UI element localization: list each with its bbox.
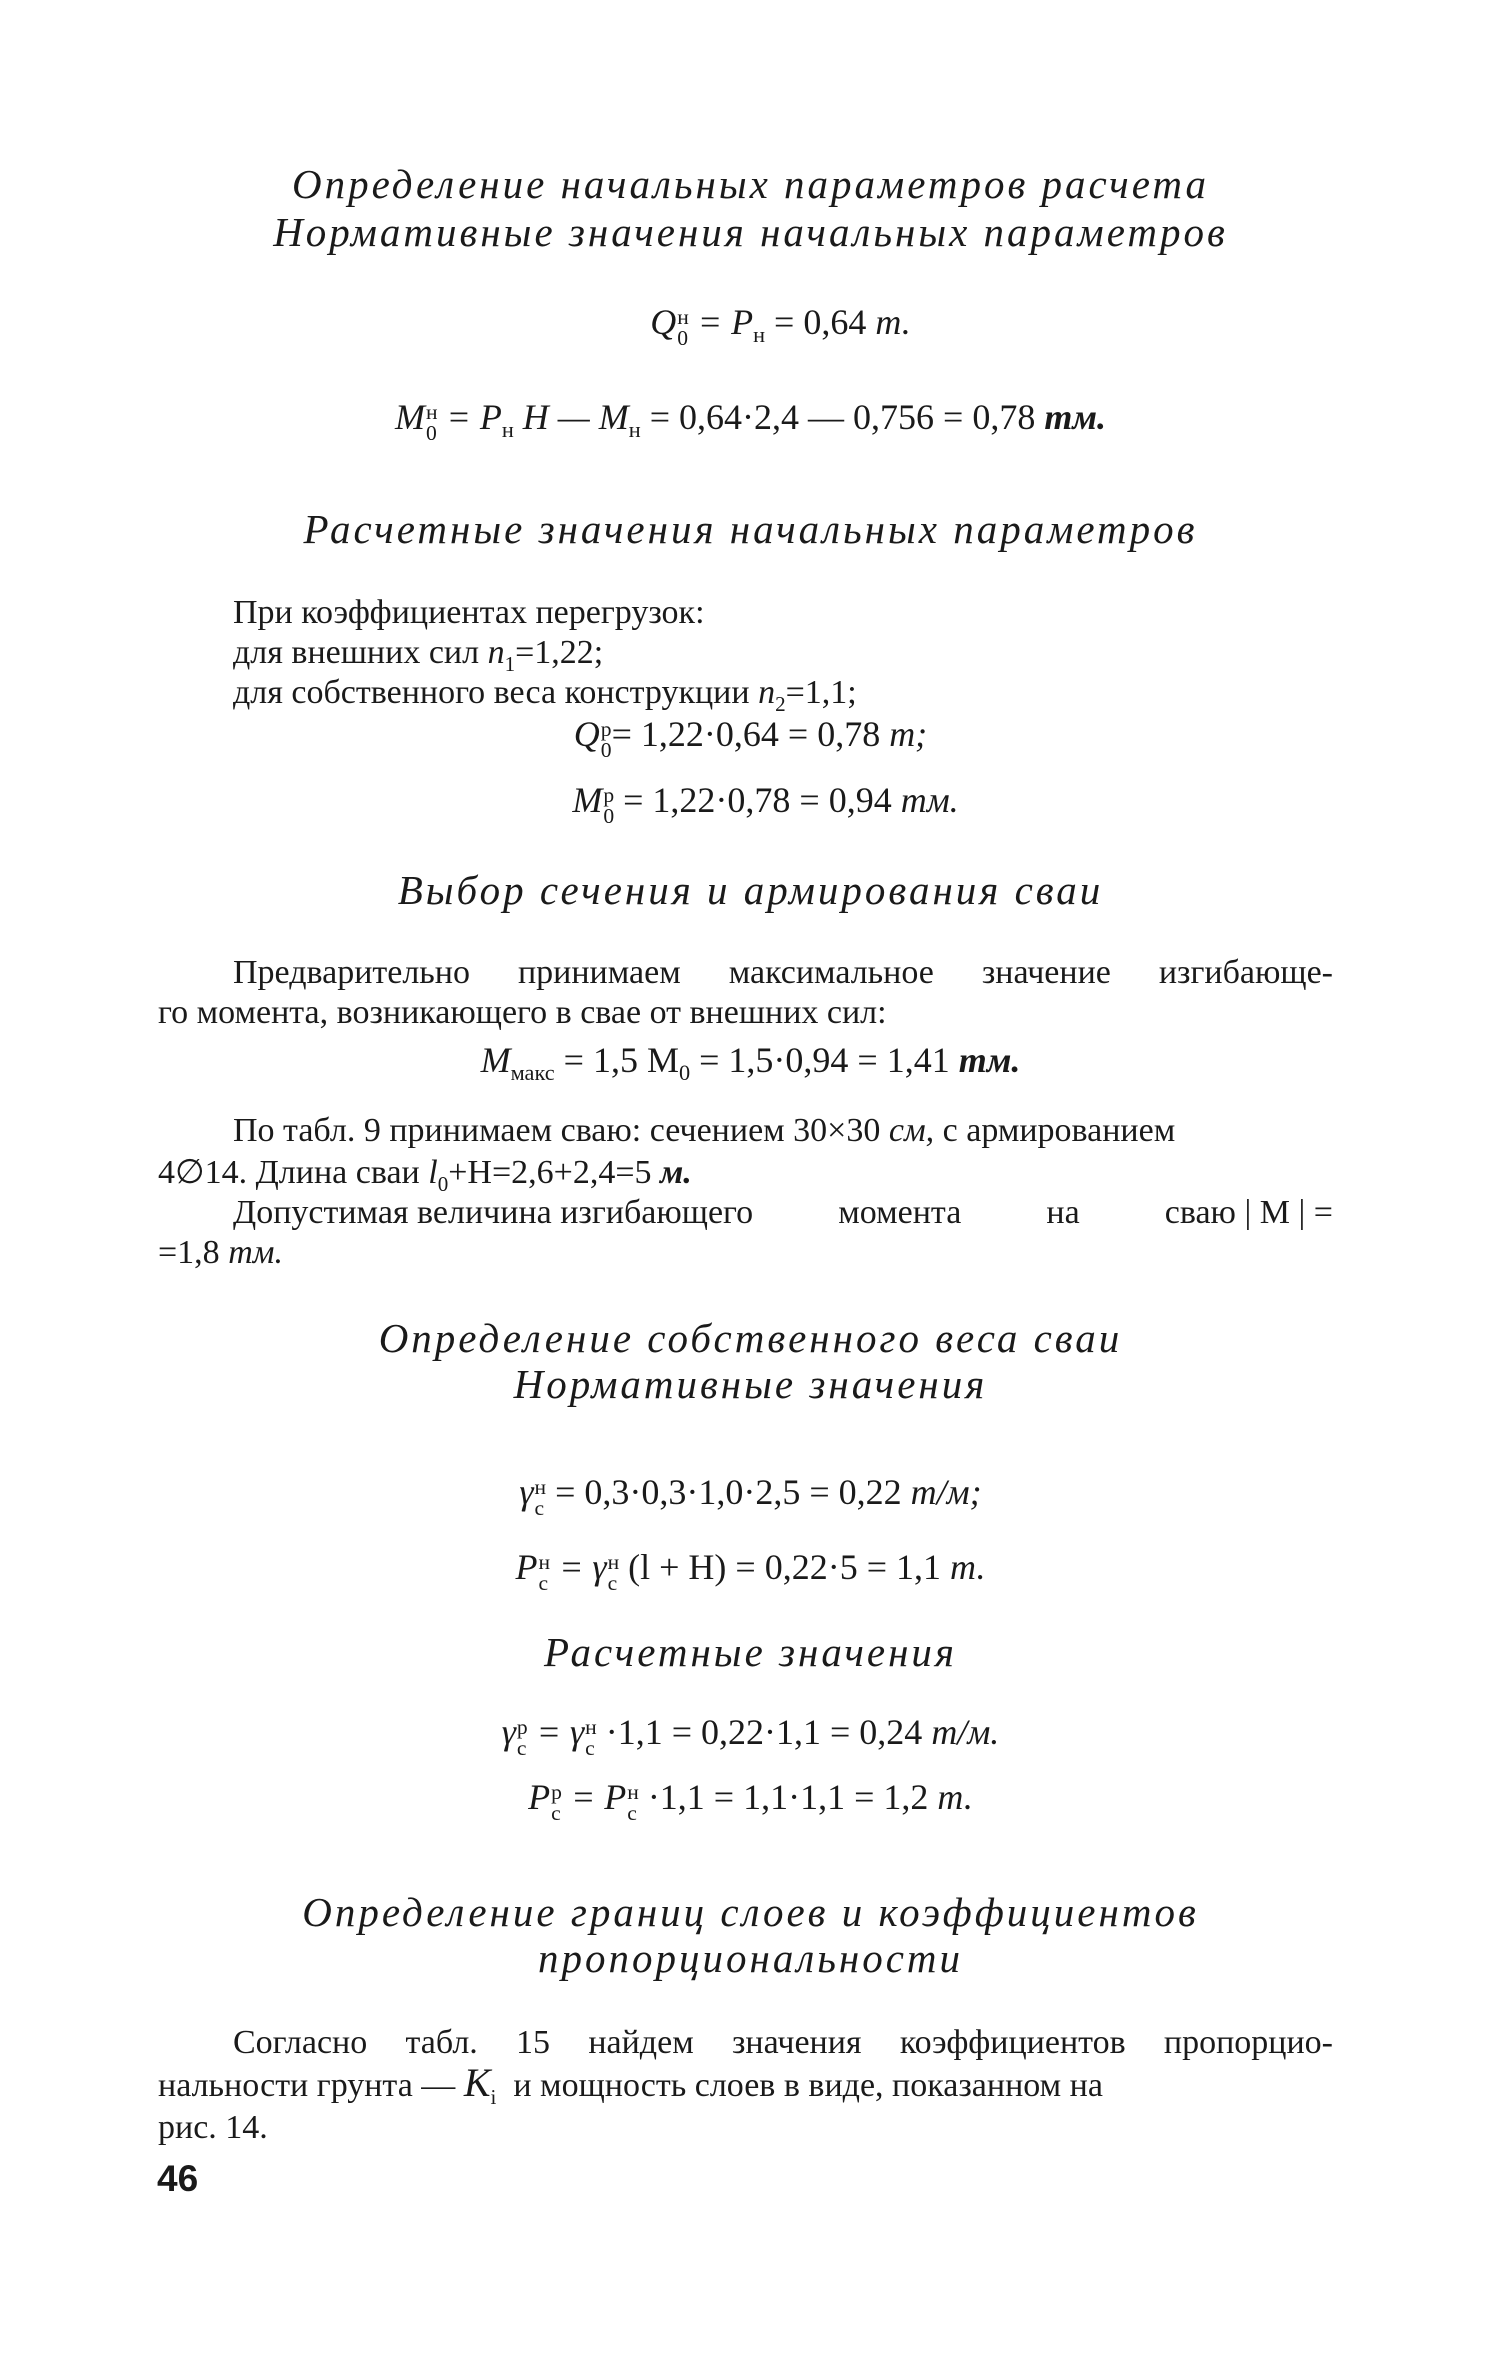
formula-value: (l + H) = 0,22·5 = 1,1: [619, 1547, 951, 1587]
formula-value: = 1,22·0,64 = 0,78: [611, 714, 890, 754]
formula-unit: т.: [950, 1547, 986, 1587]
formula-unit: т/м.: [931, 1712, 1000, 1752]
section-heading-section-reinforcement: Выбор сечения и армирования сваи: [397, 867, 1104, 913]
text-fragment: с армированием: [934, 1112, 1176, 1149]
formula-subscript: макс: [510, 1060, 555, 1086]
variable-subscript: 1: [504, 651, 516, 676]
formula-subscript: 0: [678, 1060, 691, 1086]
paragraph-table15-line2: [158, 2060, 1333, 2109]
variable-l: l: [428, 1154, 438, 1191]
text-fragment: для собственного веса конструкции: [233, 674, 759, 711]
text-fragment: =1,8: [158, 1234, 229, 1271]
variable-n: n: [487, 634, 505, 671]
unit-text: см,: [888, 1112, 935, 1149]
text-fragment: момента: [838, 1194, 962, 1231]
formula-symbol: P: [528, 1777, 551, 1817]
formula-p-design: [0, 1775, 1501, 1825]
formula-subscript: с: [534, 1495, 545, 1520]
paragraph-overload-intro: При коэффициентах перегрузок:: [233, 594, 705, 631]
formula-subscript: 0: [603, 803, 615, 828]
formula-value: = 0,64: [774, 302, 876, 342]
formula-superscript: р: [600, 717, 612, 742]
formula-m-max: [0, 1038, 1501, 1086]
variable-k: K: [463, 2060, 491, 2105]
formula-p-normative: [0, 1545, 1501, 1595]
subheading-normative-values: Нормативные значения начальных параметров: [273, 209, 1228, 255]
formula-subscript: с: [627, 1800, 637, 1825]
formula-value: = 1,5 M: [554, 1040, 679, 1080]
section-heading-design-values: Расчетные значения начальных параметров: [303, 506, 1198, 552]
formula-unit: т;: [889, 714, 928, 754]
section-heading-initial-parameters: Определение начальных параметров расчета: [292, 161, 1209, 207]
formula-rhs: = P: [697, 302, 754, 342]
formula-unit: т.: [937, 1777, 973, 1817]
paragraph-allowable-line1: [233, 1190, 1333, 1236]
text-fragment: нальности грунта —: [158, 2067, 464, 2104]
formula-unit: тм.: [1044, 397, 1107, 437]
text-fragment: 4∅14. Длина сваи: [158, 1154, 429, 1191]
text-fragment: для внешних сил: [233, 634, 488, 671]
formula-value: ·1,1 = 0,22·1,1 = 0,24: [596, 1712, 932, 1752]
formula-m0-design: [0, 778, 1501, 828]
formula-unit: тм.: [958, 1040, 1021, 1080]
text-fragment: Допустимая величина изгибающего: [233, 1194, 754, 1231]
formula-symbol: γ: [501, 1712, 516, 1752]
variable-subscript: 2: [775, 691, 786, 716]
formula-superscript: н: [627, 1780, 639, 1805]
variable-n: n: [758, 674, 776, 711]
formula-symbol: Q: [573, 714, 600, 754]
unit-text: тм.: [228, 1234, 283, 1271]
formula-unit: т.: [875, 302, 911, 342]
text-fragment: на: [1046, 1194, 1080, 1231]
formula-m0-normative: [0, 395, 1501, 445]
subheading-proportionality: пропорциональности: [537, 1935, 964, 1981]
section-heading-own-weight: Определение собственного веса сваи: [378, 1315, 1123, 1361]
formula-subscript: с: [516, 1735, 527, 1760]
formula-subscript: с: [585, 1735, 595, 1760]
formula-value: = 0,3·0,3·1,0·2,5 = 0,22: [546, 1472, 911, 1512]
formula-value: = 1,22·0,78 = 0,94: [614, 780, 901, 820]
formula-rhs-subscript: н: [753, 322, 766, 348]
formula-gamma-normative: [0, 1470, 1501, 1520]
formula-symbol: M: [572, 780, 603, 820]
formula-subscript: 0: [677, 325, 689, 350]
text-fragment: По табл. 9 принимаем сваю: сечением 30×30: [233, 1112, 889, 1149]
formula-unit: тм.: [900, 780, 959, 820]
text-fragment: и мощность слоев в виде, показанном на: [496, 2067, 1103, 2104]
variable-subscript: 0: [437, 1171, 449, 1196]
formula-rhs: = P: [446, 397, 502, 437]
formula-symbol: γ: [519, 1472, 534, 1512]
formula-superscript: р: [551, 1780, 562, 1805]
variable-subscript: i: [490, 2084, 497, 2109]
formula-value: ·1,1 = 1,1·1,1 = 1,2: [638, 1777, 938, 1817]
formula-unit: т/м;: [910, 1472, 982, 1512]
formula-mid: = P: [561, 1777, 627, 1817]
text-fragment: сваю | M | =: [1164, 1194, 1333, 1231]
formula-value: = 0,64·2,4 — 0,756 = 0,78: [640, 397, 1045, 437]
formula-superscript: р: [516, 1715, 528, 1740]
formula-q0-normative: [0, 300, 1501, 350]
subheading-normative-values-2: Нормативные значения: [513, 1361, 988, 1407]
formula-mid-subscript: н: [628, 417, 641, 443]
paragraph-overload-own-weight: [233, 670, 857, 716]
formula-symbol: Q: [650, 302, 677, 342]
formula-superscript: н: [607, 1550, 620, 1575]
formula-mid: = γ: [550, 1547, 607, 1587]
formula-q0-design: [0, 712, 1501, 762]
formula-rhs-subscript: н: [501, 417, 514, 443]
formula-mid: H — M: [522, 397, 629, 437]
formula-subscript: с: [551, 1800, 561, 1825]
formula-subscript: 0: [425, 420, 437, 445]
section-heading-layer-boundaries: Определение границ слоев и коэффициентов: [302, 1889, 1199, 1935]
formula-subscript: с: [607, 1570, 618, 1595]
formula-mid: = γ: [527, 1712, 585, 1752]
formula-symbol: M: [394, 397, 425, 437]
paragraph-table15-line3: рис. 14.: [158, 2109, 268, 2146]
formula-superscript: р: [603, 783, 615, 808]
formula-subscript: с: [538, 1570, 549, 1595]
formula-superscript: н: [677, 305, 689, 330]
formula-gamma-design: [0, 1710, 1501, 1760]
formula-subscript: 0: [600, 737, 612, 762]
formula-superscript: н: [538, 1550, 551, 1575]
paragraph-prelim-line1: Предварительно принимаем максимальное значение изгибающе-: [233, 954, 1333, 991]
text-fragment: =1,1;: [785, 674, 857, 711]
paragraph-table15-line1: Согласно табл. 15 найдем значения коэффициентов пропорцио-: [233, 2024, 1333, 2061]
formula-symbol: M: [480, 1040, 511, 1080]
paragraph-table9-line1: [233, 1108, 1333, 1154]
text-fragment: +H=2,6+2,4=5: [448, 1154, 661, 1191]
paragraph-prelim-line2: го момента, возникающего в свае от внешних сил:: [158, 994, 887, 1031]
unit-text: м.: [660, 1154, 692, 1191]
text-fragment: =1,22;: [515, 634, 604, 671]
paragraph-allowable-line2: [158, 1230, 283, 1276]
formula-superscript: н: [425, 400, 438, 425]
formula-superscript: н: [534, 1475, 547, 1500]
subheading-design-values: Расчетные значения: [544, 1629, 957, 1675]
formula-superscript: н: [585, 1715, 597, 1740]
page-number: 46: [157, 2158, 199, 2199]
formula-symbol: P: [515, 1547, 538, 1587]
formula-value: = 1,5·0,94 = 1,41: [690, 1040, 959, 1080]
